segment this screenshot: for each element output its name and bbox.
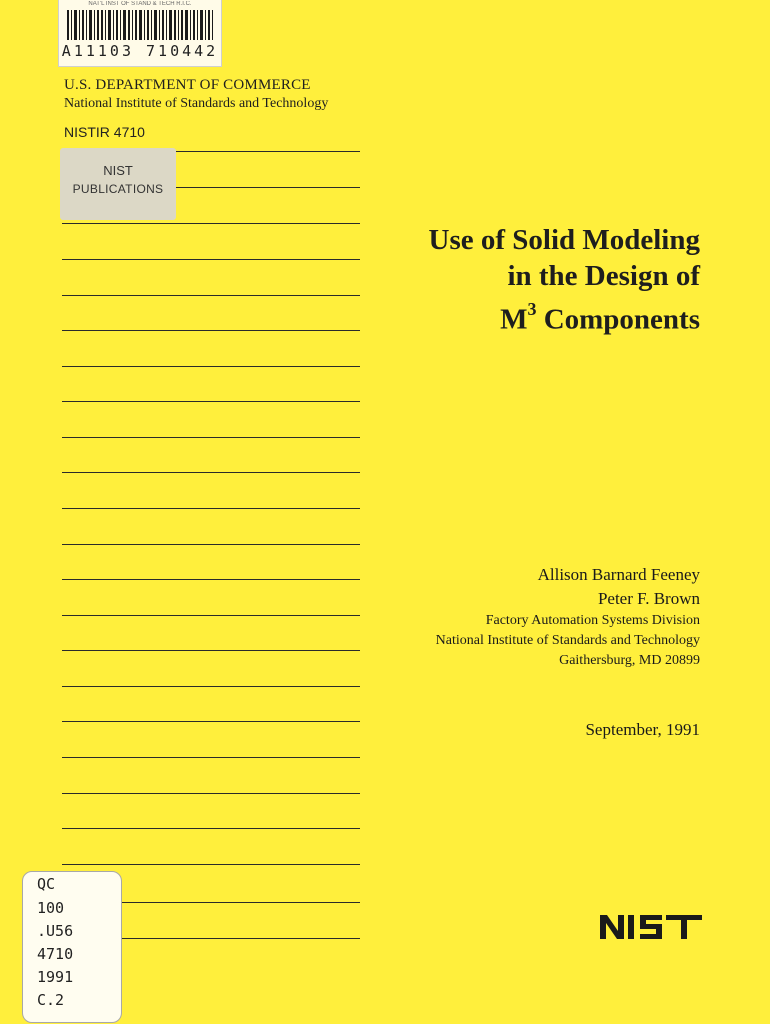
rule-line	[62, 828, 360, 829]
department-name: U.S. DEPARTMENT OF COMMERCE	[64, 77, 311, 93]
title-line-2: in the Design of	[507, 260, 700, 292]
rule-line	[62, 401, 360, 402]
report-number: NISTIR 4710	[64, 124, 145, 140]
affiliation-location: Gaithersburg, MD 20899	[559, 653, 700, 668]
call-number-line: 1991	[37, 968, 74, 986]
rule-line	[62, 330, 360, 331]
stamp-line-2: PUBLICATIONS	[72, 182, 164, 196]
rule-line	[62, 686, 360, 687]
barcode-number: A11103 710442	[61, 42, 219, 60]
rule-line	[62, 472, 360, 473]
stamp-line-1: NIST	[103, 163, 133, 178]
rule-line	[62, 650, 360, 651]
title-superscript: 3	[527, 299, 537, 319]
title-line-1: Use of Solid Modeling	[428, 224, 700, 256]
barcode-caption: NAT'L INST OF STAND & TECH R.I.C.	[88, 1, 192, 7]
nist-publications-stamp	[60, 148, 176, 220]
rule-line	[62, 579, 360, 580]
barcode-icon	[67, 10, 213, 40]
affiliation-institute: National Institute of Standards and Technology	[435, 633, 700, 648]
call-number-label	[22, 871, 122, 1023]
rule-line	[62, 508, 360, 509]
rule-line	[62, 864, 360, 865]
rule-line	[62, 223, 360, 224]
authors-block	[320, 563, 700, 671]
rule-line	[62, 757, 360, 758]
author-2: Peter F. Brown	[597, 589, 700, 608]
publication-date: September, 1991	[585, 720, 700, 739]
rule-line	[62, 615, 360, 616]
title-line-3	[340, 294, 700, 338]
rule-line	[62, 721, 360, 722]
call-number-line: C.2	[37, 991, 65, 1009]
rule-line	[62, 544, 360, 545]
title-line-3-prefix: M	[500, 303, 528, 336]
report-title	[340, 222, 700, 338]
author-1: Allison Barnard Feeney	[537, 565, 700, 584]
institute-name: National Institute of Standards and Technology	[64, 96, 329, 111]
title-line-3-suffix: Components	[536, 303, 700, 336]
rule-line	[62, 793, 360, 794]
barcode-label	[58, 0, 222, 67]
rule-line	[62, 437, 360, 438]
rule-line	[120, 902, 360, 903]
rule-line	[62, 259, 360, 260]
rule-line	[120, 938, 360, 939]
rule-line	[176, 151, 360, 152]
nist-logo-icon	[598, 911, 704, 941]
call-number-line: 100	[37, 899, 65, 917]
rule-line	[176, 187, 360, 188]
rule-line	[62, 366, 360, 367]
call-number-line: QC	[37, 875, 56, 893]
rule-line	[62, 295, 360, 296]
division-name: Factory Automation Systems Division	[485, 613, 700, 628]
call-number-line: 4710	[37, 945, 74, 963]
call-number-line: .U56	[37, 922, 74, 940]
